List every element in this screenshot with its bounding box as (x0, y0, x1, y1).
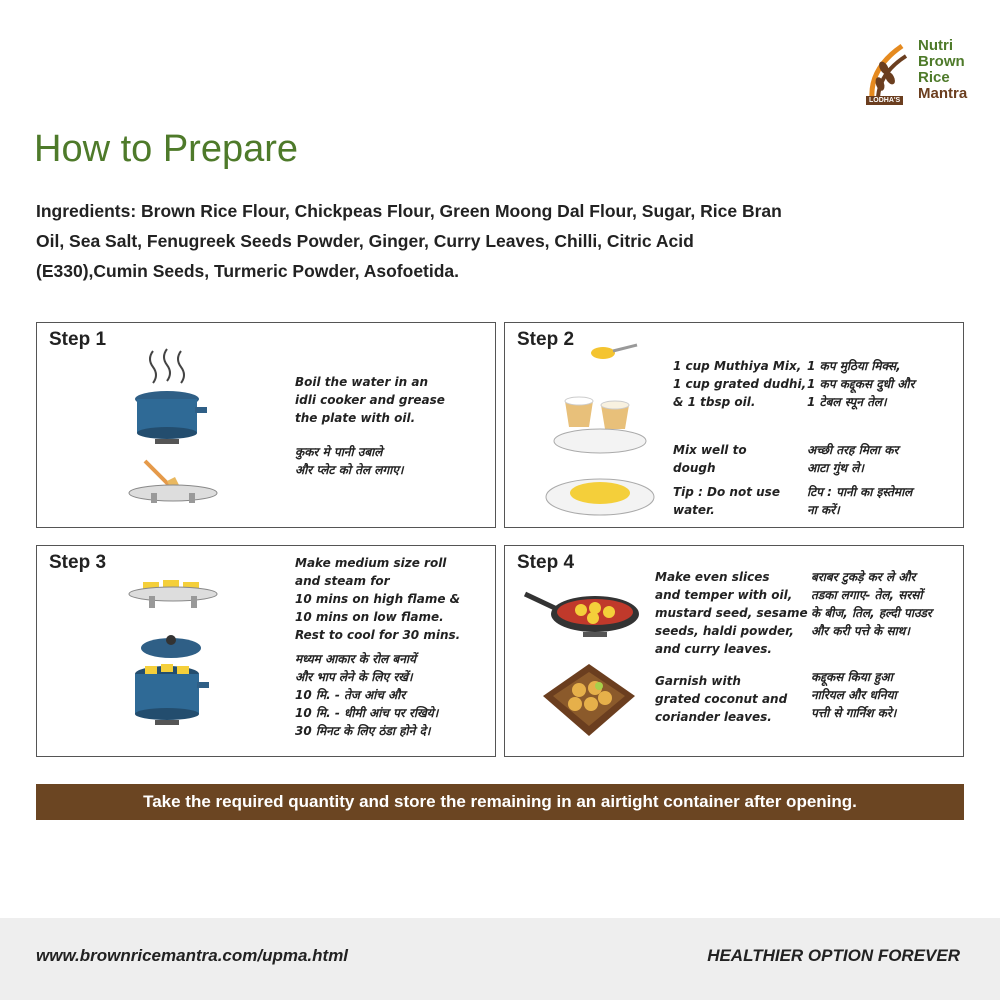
step-4-card (504, 545, 964, 757)
step-2-english-tip: Tip : Do not use water. (673, 485, 780, 517)
step-3-card (36, 545, 496, 757)
step-title: Step 2 (517, 329, 575, 350)
step-4-hindi-garnish: कद्दूकस किया हुआ नारियल और धनिया पत्ती से गार्निश करे। (811, 670, 897, 720)
garnished-dish-icon (539, 660, 639, 740)
step-title: Step 1 (49, 329, 107, 350)
step-2-hindi-tip: टिप : पानी का इस्तेमाल ना करें। (807, 485, 913, 517)
step-4-hindi-temper: बराबर टुकड़े कर ले और तडका लगाए- तेल, सरसों के बीज, तिल, हल्दी पाउडर और करी पत्ते के साथ। (811, 570, 932, 638)
step-4-english-garnish: Garnish with grated coconut and coriander leaves. (655, 674, 788, 724)
step-title: Step 4 (517, 552, 575, 573)
step-1-english: Boil the water in an idli cooker and grease the plate with oil. (295, 375, 445, 425)
step-2-hindi-ingredients: 1 कप मुठिया मिक्स, 1 कप कद्दूकस दुधी और 1 टेबल स्पून तेल। (807, 359, 915, 409)
brand-name: Nutri Brown Rice Mantra (918, 37, 968, 102)
measuring-cups-icon (545, 337, 655, 455)
ingredients-text: Ingredients: Brown Rice Flour, Chickpeas Flour, Green Moong Dal Flour, Sugar, Rice Bran Oil, Sea Salt, Fenugreek Seeds Powder, Ginger, Curry Leaves, Chilli, Citric Acid (E330),Cumin Seeds, Turmeric Powder, Asofoetida. (36, 201, 782, 281)
footer-url-link[interactable]: www.brownricemantra.com/upma.html (36, 946, 349, 965)
step-2-english-ingredients: 1 cup Muthiya Mix, 1 cup grated dudhi, & 1 tbsp oil. (673, 359, 807, 409)
cooker-icon (127, 345, 217, 445)
step-2-hindi-mix: अच्छी तरह मिला कर आटा गुंथ ले। (807, 443, 899, 475)
footer-tagline: HEALTHIER OPTION FOREVER (707, 946, 960, 965)
step-title: Step 3 (49, 552, 107, 573)
frying-pan-icon (523, 586, 641, 646)
step-4-english-temper: Make even slices and temper with oil, mustard seed, sesame seeds, haldi powder, and curry leaves. (655, 570, 808, 656)
footer (0, 918, 1000, 1000)
step-1-hindi: कुकर मे पानी उबाले और प्लेट को तेल लगाए। (295, 445, 404, 477)
step-3-hindi: मध्यम आकार के रोल बनायें और भाप लेने के लिए रखें। 10 मि. - तेज आंच और 10 मि. - धीमी आंच पर रखिये। 30 मिनट के लिए ठंडा होने दे। (295, 652, 439, 738)
greased-plate-icon (125, 451, 221, 511)
step-2-english-mix: Mix well to dough (673, 443, 747, 475)
storage-banner: Take the required quantity and store the remaining in an airtight container after opening. (36, 784, 964, 820)
page-title: How to Prepare (34, 128, 299, 170)
steamer-plate-icon (125, 576, 221, 616)
dough-plate-icon (543, 467, 657, 519)
step-3-english: Make medium size roll and steam for 10 mins on high flame & 10 mins on low flame. Rest to cool for 30 mins. (295, 556, 461, 642)
step-1-card (36, 322, 496, 528)
steaming-cooker-icon (127, 630, 217, 740)
step-2-card (504, 322, 964, 528)
brand-badge: LODHA'S (866, 96, 903, 105)
